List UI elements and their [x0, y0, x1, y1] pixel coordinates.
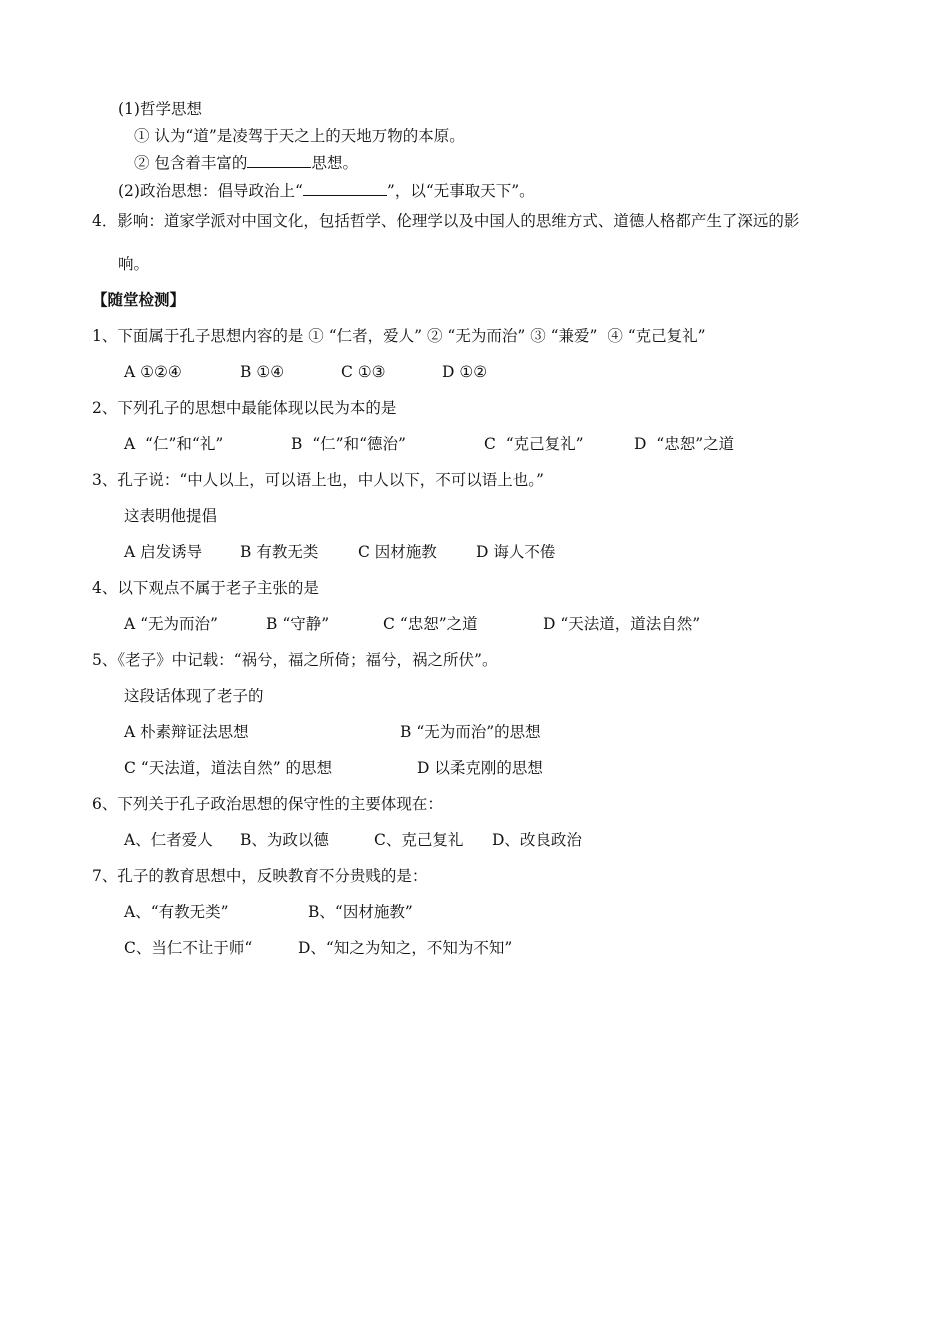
q4-option-d: D “天法道，道法自然” — [543, 615, 701, 633]
question-1-stem: 1、下面属于孔子思想内容的是 ① “仁者，爱人” ② “无为而治” ③ “兼爱” ④ “克己复礼” — [92, 327, 706, 345]
q2-option-c: C “克己复礼” — [484, 435, 584, 453]
q4-option-a: A “无为而治” — [124, 615, 218, 633]
q3-option-d: D 诲人不倦 — [476, 543, 556, 561]
question-7-stem: 7、孔子的教育思想中，反映教育不分贵贱的是： — [92, 867, 428, 885]
q1-option-b: B ①④ — [240, 363, 285, 381]
q3-option-b: B 有教无类 — [240, 543, 319, 561]
q4-option-b: B “守静” — [266, 615, 330, 633]
q5-option-c: C “天法道，道法自然” 的思想 — [124, 759, 333, 777]
q7-option-c: C、当仁不让于师“ — [124, 939, 253, 957]
question-5-stem-continued: 这段话体现了老子的 — [124, 687, 264, 705]
question-4-stem: 4、以下观点不属于老子主张的是 — [92, 579, 319, 597]
philosophy-point-1: ① 认为“道”是凌驾于天之上的天地万物的本原。 — [134, 127, 465, 145]
q1-option-d: D ①② — [442, 363, 488, 381]
philosophy-title: (1)哲学思想 — [118, 100, 202, 118]
q5-option-b: B “无为而治”的思想 — [400, 723, 541, 741]
q1-option-c: C ①③ — [341, 363, 386, 381]
section-title: 【随堂检测】 — [92, 290, 186, 309]
point-2-suffix: 思想。 — [311, 154, 358, 172]
question-2-stem: 2、下列孔子的思想中最能体现以民为本的是 — [92, 399, 397, 417]
q2-option-b: B “仁”和“德治” — [291, 435, 406, 453]
philosophy-point-2 — [134, 153, 358, 173]
q4-option-c: C “忠恕”之道 — [383, 615, 478, 633]
politics-suffix: ”，以“无事取天下”。 — [386, 182, 535, 200]
question-3-stem: 3、孔子说：“中人以上，可以语上也，中人以下，不可以语上也。” — [92, 471, 544, 489]
question-6-stem: 6、下列关于孔子政治思想的保守性的主要体现在： — [92, 795, 443, 813]
q7-option-a: A、“有教无类” — [124, 903, 229, 921]
q2-option-d: D “忠恕”之道 — [634, 435, 735, 453]
influence-line-1: 4．影响：道家学派对中国文化，包括哲学、伦理学以及中国人的思维方式、道德人格都产生了深远的影 — [92, 212, 800, 230]
q6-option-a: A、仁者爱人 — [124, 831, 213, 849]
point-2-prefix: ② 包含着丰富的 — [134, 154, 248, 172]
q7-option-b: B、“因材施教” — [308, 903, 413, 921]
q1-option-a: A ①②④ — [124, 363, 182, 381]
influence-line-2: 响。 — [118, 255, 150, 273]
q7-option-d: D、“知之为知之，不知为不知” — [298, 939, 513, 957]
question-3-stem-continued: 这表明他提倡 — [124, 507, 218, 525]
q5-option-a: A 朴素辩证法思想 — [124, 723, 249, 741]
politics-line — [118, 181, 535, 201]
question-5-stem: 5、《老子》中记载：“祸兮，福之所倚；福兮，祸之所伏”。 — [92, 651, 498, 669]
q3-option-c: C 因材施教 — [358, 543, 437, 561]
q2-option-a: A “仁”和“礼” — [124, 435, 224, 453]
q6-option-b: B、为政以德 — [240, 831, 329, 849]
q5-option-d: D 以柔克刚的思想 — [417, 759, 543, 777]
q6-option-c: C、克己复礼 — [374, 831, 464, 849]
politics-prefix: (2)政治思想：倡导政治上“ — [118, 182, 303, 200]
fill-blank-line — [303, 181, 387, 196]
q3-option-a: A 启发诱导 — [124, 543, 203, 561]
q6-option-d: D、改良政治 — [492, 831, 582, 849]
fill-blank-line — [247, 153, 311, 168]
